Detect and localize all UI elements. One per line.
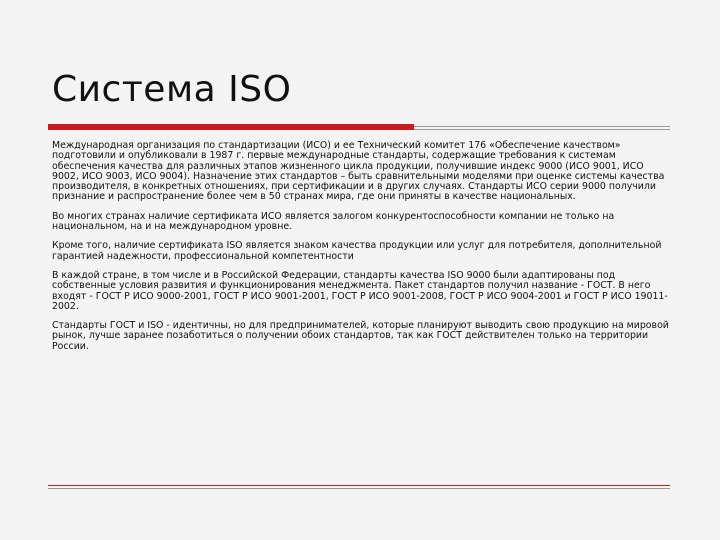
paragraph-gost-vs-iso: Стандарты ГОСТ и ISO - идентичны, но для предпринимателей, которые планируют выводить свою продукцию на мировой рынок, лучше заранее позаботиться о получении обоих стандартов, так как ГОСТ действителен только на территории России. (52, 320, 669, 352)
footer-rule-accent (48, 485, 670, 486)
paragraph-quality-mark: Кроме того, наличие сертификата ISO является знаком качества продукции или услуг для потребителя, дополнительной гарантией надежности, профессиональной компетентности (52, 240, 662, 262)
paragraph-gost-adaptation: В каждой стране, в том числе и в Российской Федерации, стандарты качества ISO 9000 были адаптированы под собственные условия развития и функционирования менеджмента. Пакет стандартов получил название - ГОСТ. В него входят - ГОСТ Р ИСО 9000-2001, ГОСТ Р ИСО 9001-2001, ГОСТ Р ИСО 9001-2008, ГОСТ Р ИСО 9004-2001 и ГОСТ Р ИСО 19011-2002. (52, 269, 668, 312)
paragraph-competitiveness: Во многих странах наличие сертификата ИСО является залогом конкурентоспособности компании не только на национальном, на и на международном уровне. (52, 210, 615, 233)
footer-rule-thin (48, 488, 670, 489)
slide-body (52, 141, 672, 361)
slide-title: Система ISO (52, 69, 292, 110)
title-rule-accent (48, 124, 414, 130)
paragraph-iso-history: Международная организация по стандартизации (ИСО) и ее Технический комитет 176 «Обеспечение качеством» подготовили и опубликовали в 1987 г. первые международные стандарты, содержащие требования к системам обеспечения качества для различных этапов жизненного цикла продукции, получившие индекс 9000 (ИСО 9001, ИСО 9002, ИСО 9003, ИСО 9004). Назначение этих стандартов – быть сравнительными моделями при оценке системы качества производителя, в конкретных отношениях, при сертификации и в других случаях. Стандарты ИСО серии 9000 получили признание и распространение более чем в 50 странах мира, где они приняты в качестве национальных. (52, 140, 665, 203)
